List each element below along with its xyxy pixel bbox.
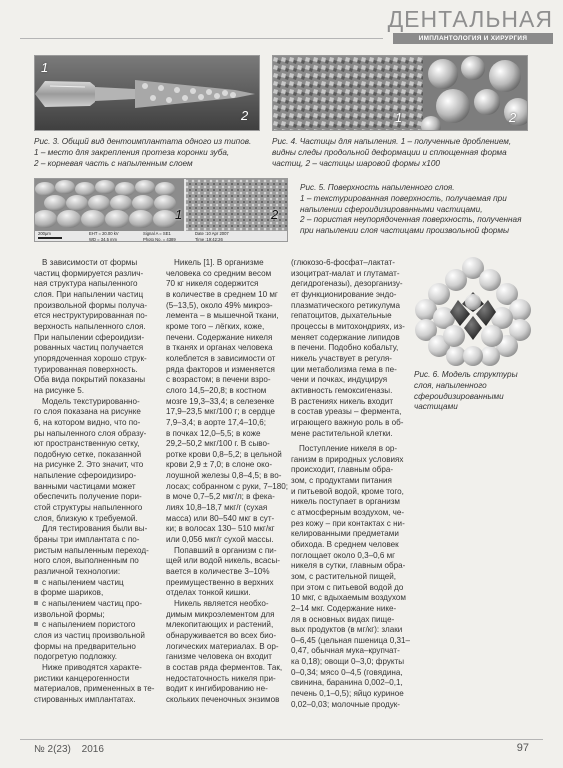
text-line: Попавший в организм с пи- [174,545,277,555]
text-line: масса) или 80–540 мкг в сут- [166,513,275,523]
caption-line: 1 – место для закрепления протеза коронки зуба, [34,147,230,157]
text-line: вых продуктов (в мг/кг): злаки [291,625,403,635]
text-line: 7,9–3,4; в аорте 17,4–10,6; [166,417,266,427]
sem-date: Date :10 Apr 2007 [195,231,229,236]
text-line: 6, на котором видно, что по- [34,417,141,427]
text-line: с возрастом; в печени взро- [166,375,271,385]
text-line: лоушной железы 0,8–4,5; в во- [166,471,282,481]
figure-4-label-1: 1 [395,110,403,125]
text-line: 17,9–23,5 мкг/100 г; в сердце [166,407,275,417]
text-line: го слоя показана на рисунке [34,407,141,417]
text-line: ется неструктурированная по- [34,311,148,321]
text-line: никеля в сутки, главным обра- [291,561,406,571]
text-line: млекопитающих и растений, [166,620,274,630]
text-line: Поступление никеля в ор- [299,444,398,453]
sem-photo-no: Photo No. = 4389 [143,237,176,242]
text-line: никель участвует в регуля- [291,353,393,363]
text-line: формы на предварительно [34,641,136,651]
text-line: стой структуры напыленного [34,503,143,513]
text-line: кроме того – лёгких, коже, [166,321,265,331]
text-line: в почках 12,0–5,5; в коже [166,428,261,438]
text-line: (глюкозо-6-фосфат–лактат- [291,258,395,267]
text-line: дегидрогеназы), дезорганизу- [291,279,403,289]
text-column-2 [166,258,289,706]
footer-issue [34,744,104,755]
text-line: в состав ряда ферментов. Так, [166,662,283,672]
bullet-item: с напылением пористого [34,620,158,631]
text-line: ротке крови 0,8–5,2; в цельной [166,449,282,459]
text-line: рованных частиц получается [34,343,144,353]
caption-line: Рис. 6. Модель структуры [414,370,518,379]
figure-6-image [414,256,532,366]
sem-signal: Signal A = SE1 [143,231,171,236]
text-line: частиц формируется различ- [34,268,144,278]
text-line: 0,47, обычная мука–крупчат- [291,646,400,656]
text-line: мене растительной клетки. [291,428,393,438]
text-line: в состав уреазы – фермента, [291,407,402,417]
text-line: в печени. Подобно кобальту, [291,343,399,353]
text-line: 10 мкг, с вдыхаемым воздухом [291,593,406,603]
text-line: напыление сфероидизиро- [34,471,137,481]
text-line: логических материалах. В ор- [166,641,279,651]
text-line: браны три имплантата с по- [34,535,140,545]
caption-line: при напылении слоя частицами произвольной формы [300,226,510,236]
text-line: 29,2–50,2 мкг/100 г. В сыво- [166,439,270,449]
text-line: процессы в митохондриях, из- [291,321,405,331]
text-line: 0–6,45 (цельная пшеница 0,31– [291,635,411,645]
caption-line: напылении сфероидизированными частицами, [300,204,483,214]
sem-scale: 200μm [38,231,51,236]
text-line: ля в основных видах пище- [291,614,395,624]
issue-year: 2016 [81,744,104,755]
text-line: водит к ингибированию не- [166,684,268,694]
caption-line: видны следы продольной деформации и сплющенная форма [272,147,507,157]
text-line: Для тестирования были вы- [42,524,148,534]
text-line: ка 0,18); овощи 0–3,0; фрукты [291,657,405,667]
text-line: произвольной формы получа- [34,300,148,310]
text-column-3-top [291,258,407,439]
text-line: слого 14,5–20,8; в костном [166,385,267,395]
text-line: печени. Содержание никеля [166,332,273,342]
figure-4-label-2: 2 [509,110,517,125]
text-line: играющего важную роль в об- [291,417,404,427]
sem-eht: EHT = 20.00 kV [89,231,119,236]
text-line: слоя. При напылении частиц [34,289,144,299]
text-line: никель поступает в организм [291,497,400,507]
text-line: В растениях никель входит [291,396,394,406]
sem-scale-bar [38,237,62,239]
figure-6-caption [414,370,534,413]
caption-line: 1 – текстурированная поверхность, получаемая при [300,193,507,203]
text-line: мозге 19,3–33,4; в селезенке [166,396,275,406]
text-line: поглощает около 0,3–0,6 мг [291,550,396,560]
text-line: ная структура напыленного [34,279,138,289]
text-line: ряда факторов и изменяется [166,364,275,374]
text-line: ного слоя, выполненным по [34,556,139,566]
text-line: при этом с питьевой водой до [291,582,404,592]
figure-5-label-1: 1 [175,207,183,222]
figure-5-label-2: 2 [271,207,279,222]
text-line: слоя из частиц произвольной [34,630,145,640]
text-line: различной технологии: [34,567,121,577]
text-line: в моче 0,7–5,2 мкг/л; в фека- [166,492,275,502]
text-line: В зависимости от формы [42,258,138,267]
text-line: происходит, главным обра- [291,465,394,475]
text-line: преимущественно в верхних [166,577,274,587]
bullet-item: с напылением частиц про- [34,599,158,610]
caption-line: сфероидизированными [414,391,504,401]
text-line: обеспечить получение пори- [34,492,142,502]
text-line: на рисунке 5. [34,385,84,395]
text-line: недостаточность никеля при- [166,673,276,683]
text-line: рез кожу – при контактах с ни- [291,518,405,528]
text-line: плазматического ретикулума [291,300,400,310]
text-line: лосах; собранном с руки, 7–180; [166,481,289,491]
text-line: человека со средним весом [166,268,272,278]
caption-line: 2 – пористая неупорядоченная поверхность, полученная [300,215,522,225]
text-line: верхность напыленного слоя. [34,321,146,331]
text-line: стированных имплантатах. [34,694,136,704]
text-line: обнаруживается во всех био- [166,630,277,640]
text-line: Модель текстурированно- [42,396,140,406]
text-line: ют пространственную сетку, [34,439,140,449]
text-line: в форме шариков, [34,588,104,598]
text-line: вается в количестве 3–10% [166,567,270,577]
text-line: материалов, примененных в те- [34,684,155,694]
text-line: 0–0,34; мясо 0–4,5 (говядина, [291,667,403,677]
implant-photo [35,56,260,131]
text-line: 2–14 мкг. Содержание нике- [291,603,397,613]
text-line: Ниже приводятся характе- [42,662,142,672]
caption-line: Рис. 5. Поверхность напыленного слоя. [300,183,455,192]
text-line: ции метаболизма гема в пе- [291,364,397,374]
figure-3-caption [34,137,264,169]
text-line: колеблется в зависимости от [166,353,276,363]
text-line: свинина, баранина 0,002–0,1, [291,678,403,688]
sem-time: Time :19:42:26 [195,237,223,242]
caption-line: частицами [414,402,458,412]
text-column-3-bottom [291,444,411,710]
caption-line: Рис. 3. Общий вид дентоимплантата одного из типов. [34,137,252,146]
text-line: лемента – в мышечной ткани, [166,311,279,321]
text-line: подогретую подложку. [34,652,117,662]
text-line: активность гемоксигеназы. [291,385,393,395]
figure-3-label-2: 2 [241,108,249,123]
text-line: печень 0,1–0,5); яйцо куриное [291,689,404,699]
text-line: щей или водой никель, всасы- [166,556,280,566]
text-line: в тканях и органах человека [166,343,273,353]
text-line: изоцитрат-малат и глутамат- [291,268,400,278]
text-line: Никель [1]. В организме [174,258,264,267]
page-number: 97 [516,742,529,754]
figure-4-image [272,55,528,131]
text-line: Оба вида покрытий показаны [34,375,146,385]
text-line: ванными частицами может [34,481,136,491]
figure-5-image [34,178,288,242]
text-line: ки; в волосах 130– 510 мкг/кг [166,524,275,534]
figure-4-caption [272,137,532,169]
caption-line: 2 – корневая часть с напыленным слоем [34,158,193,168]
figure-3-image [34,55,260,131]
text-line: отделах тонкой кишки. [166,588,251,598]
footer-rule [20,739,543,740]
figure-3-label-1: 1 [41,60,49,75]
text-line: (5–13,5), около 49% микроэ- [166,300,273,310]
text-line: слоя, близкую к требуемой. [34,513,138,523]
text-line: или 0,056 мкг/г сухой массы. [166,535,274,545]
journal-title: ДЕНТАЛЬНАЯ [387,6,553,32]
text-line: ристики канцерогенности [34,673,130,683]
text-line: в количестве в среднем 10 мг [166,289,278,299]
text-line: Никель является необхо- [174,599,269,608]
text-line: меняет содержание липидов [291,332,400,342]
sem-wd: WD = 34.5 mm [89,237,118,242]
text-line: ет функционирование эндо- [291,289,397,299]
bullet-item: с напылением частиц [34,578,158,589]
text-line: 0,02–0,03; молочные продук- [291,699,400,709]
text-line: извольной формы; [34,609,105,619]
text-line: подобную сетке, показанной [34,449,142,459]
text-line: обихода. В среднем человек [291,539,399,549]
journal-subtitle: ИМПЛАНТОЛОГИЯ И ХИРУРГИЯ [393,33,553,44]
text-line: скольких печеночных энзимов [166,694,280,704]
issue-number: № 2(23) [34,744,71,755]
sem-info-bar [35,231,287,242]
text-line: гепатоцитов, дыхательные [291,311,392,321]
text-line: ристым напыленным переход- [34,545,149,555]
text-line: зом, с растительной пищей, [291,571,397,581]
header-rule [20,38,383,39]
text-line: ры напыленного слоя образу- [34,428,147,438]
text-line: келированными предметами [291,529,399,539]
text-line: с атмосферным воздухом, че- [291,507,405,517]
text-line: При напылении сфероидизи- [34,332,145,342]
sem-photo [35,179,288,231]
text-line: ганизм в природных условиях [291,454,404,464]
text-column-1 [34,258,158,706]
text-line: и питьевой водой, кроме того, [291,486,404,496]
sphere-model [414,256,532,366]
text-line: упорядоченная хорошо струк- [34,353,147,363]
caption-line: частиц, 2 – частицы шаровой формы х100 [272,158,440,168]
text-line: 70 кг никеля содержится [166,279,259,289]
caption-line: слоя, напыленного [414,380,487,390]
text-line: лиях 10,8–18,7 мкг/г (сухая [166,503,268,513]
text-line: димым микроэлементом для [166,609,275,619]
text-line: на рисунке 2. Это значит, что [34,460,144,470]
caption-line: Рис. 4. Частицы для напыления. 1 – полученные дроблением, [272,137,512,146]
text-line: чени и почках, индуцируя [291,375,388,385]
figure-5-caption [300,183,535,237]
text-line: зом, с продуктами питания [291,475,392,485]
text-line: турированная поверхность. [34,364,138,374]
text-line: крови 2,9 ± 7,0; в слоне око- [166,460,273,470]
text-line: ганизме человека он входит [166,652,272,662]
